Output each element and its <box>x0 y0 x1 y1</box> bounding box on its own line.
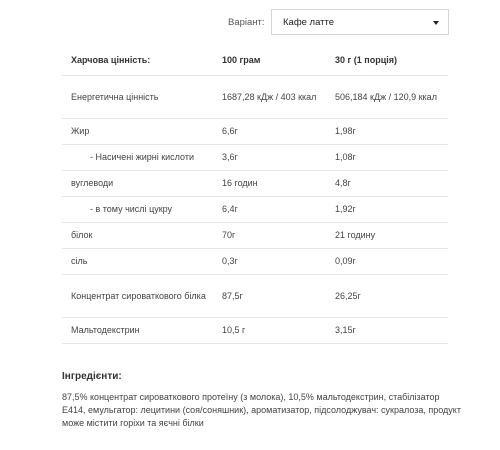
nutrient-name: Енергетична цінність <box>62 76 213 119</box>
value-per-serving: 506,184 кДж / 120,9 ккал <box>326 76 448 119</box>
variant-selected-value: Кафе латте <box>283 17 335 28</box>
value-per-serving: 3,15г <box>326 318 448 344</box>
value-per-100g: 70г <box>213 223 326 249</box>
value-per-100g: 16 годин <box>213 171 326 197</box>
value-per-serving: 1,08г <box>326 145 448 171</box>
table-row <box>62 76 448 119</box>
value-per-100g: 10,5 г <box>213 318 326 344</box>
value-per-serving: 4,8г <box>326 171 448 197</box>
variant-dropdown[interactable] <box>271 9 449 35</box>
value-per-serving: 0,09г <box>326 249 448 275</box>
table-row <box>62 318 448 344</box>
nutrition-header-row <box>62 44 448 76</box>
value-per-serving: 21 годину <box>326 223 448 249</box>
nutrient-name: сіль <box>62 249 213 275</box>
nutrition-table <box>62 44 448 344</box>
table-row <box>62 275 448 318</box>
value-per-100g: 1687,28 кДж / 403 ккал <box>213 76 326 119</box>
header-per-100g: 100 грам <box>213 44 326 76</box>
nutrient-name: вуглеводи <box>62 171 213 197</box>
value-per-100g: 3,6г <box>213 145 326 171</box>
value-per-100g: 6,4г <box>213 197 326 223</box>
value-per-100g: 0,3г <box>213 249 326 275</box>
table-row <box>62 171 448 197</box>
nutrient-name: Концентрат сироваткового білка <box>62 275 213 318</box>
chevron-down-icon <box>433 21 439 25</box>
nutrient-name: Мальтодекстрин <box>62 318 213 344</box>
table-row <box>62 197 448 223</box>
value-per-100g: 6,6г <box>213 119 326 145</box>
variant-selector <box>0 9 500 37</box>
nutrient-name: білок <box>62 223 213 249</box>
table-row <box>62 223 448 249</box>
value-per-100g: 87,5г <box>213 275 326 318</box>
nutrient-name: - в тому числі цукру <box>62 197 213 223</box>
table-row <box>62 249 448 275</box>
value-per-serving: 1,92г <box>326 197 448 223</box>
header-nutrition: Харчова цінність: <box>62 44 213 76</box>
ingredients-text: 87,5% концентрат сироваткового протеїну (з молока), 10,5% мальтодекстрин, стабілізатор E414, емульгатор: лецитини (соя/соняшник), ароматизатор, підсолоджувач: сукралоза, продукт може містити горіхи та яєчні білки <box>62 392 461 428</box>
table-row <box>62 119 448 145</box>
variant-label: Варіант: <box>228 17 265 28</box>
nutrient-name: Жир <box>62 119 213 145</box>
value-per-serving: 1,98г <box>326 119 448 145</box>
value-per-serving: 26,25г <box>326 275 448 318</box>
table-row <box>62 145 448 171</box>
nutrient-name: - Насичені жирні кислоти <box>62 145 213 171</box>
header-per-serving: 30 г (1 порція) <box>326 44 448 76</box>
ingredients-title: Інгредієнти: <box>62 371 122 382</box>
